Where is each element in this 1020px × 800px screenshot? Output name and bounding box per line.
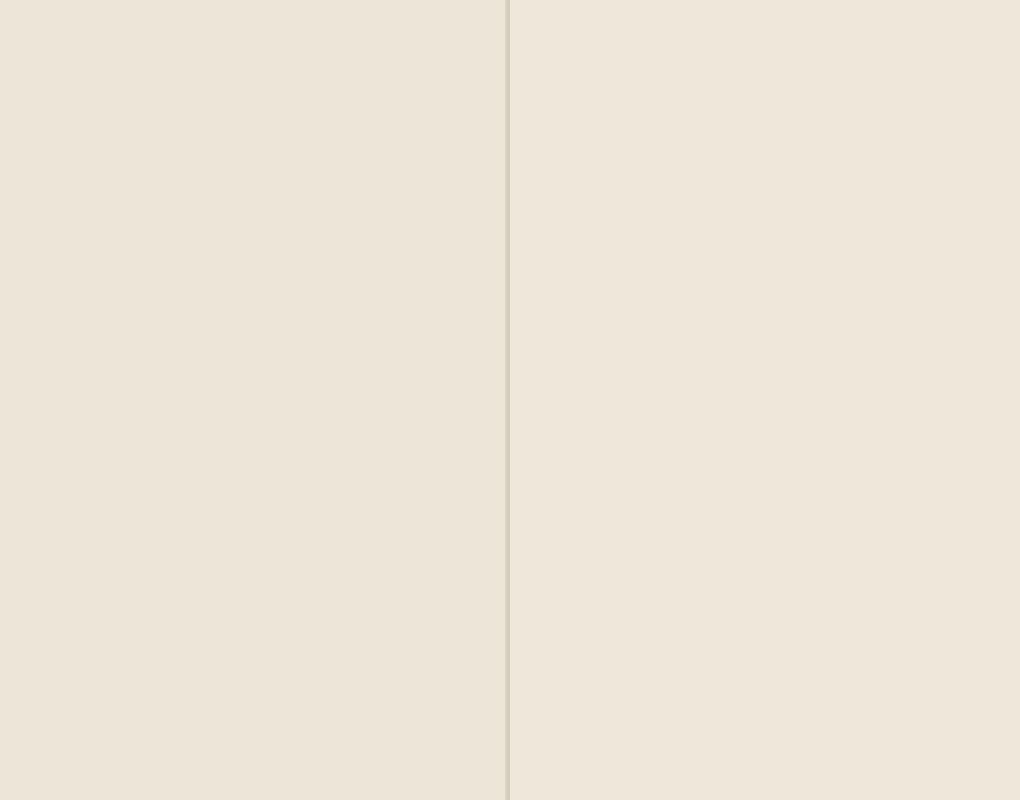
officials-page	[510, 0, 1020, 800]
